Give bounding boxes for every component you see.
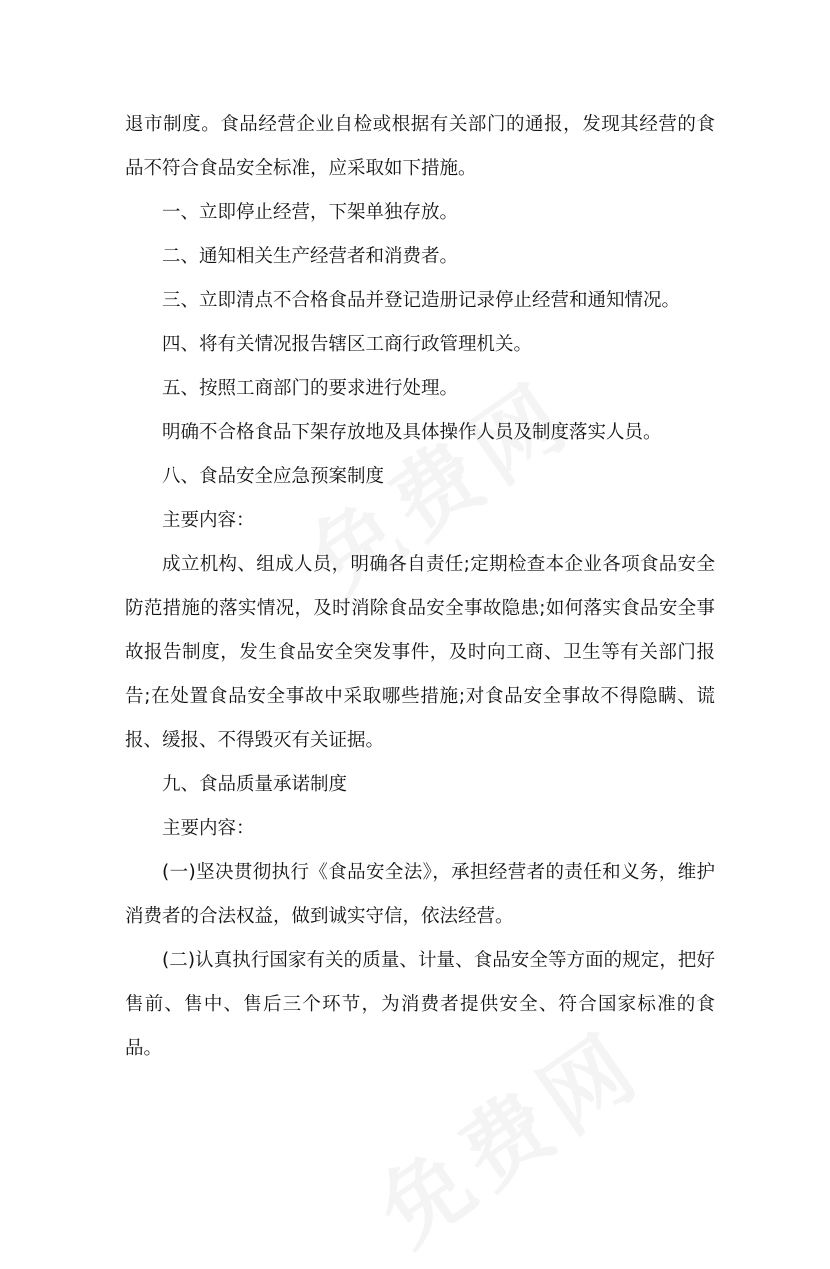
document-body <box>125 103 715 1071</box>
list-item-step-4: 四、将有关情况报告辖区工商行政管理机关。 <box>162 334 533 355</box>
section-heading-quality: 九、食品质量承诺制度 <box>162 774 348 795</box>
paragraph-quality-2: (二)认真执行国家有关的质量、计量、食品安全等方面的规定，把好售前、售中、售后三个环节，为消费者提供安全、符合国家标准的食品。 <box>125 950 715 1059</box>
paragraph-clarify: 明确不合格食品下架存放地及具体操作人员及制度落实人员。 <box>162 422 662 443</box>
paragraph-intro: 退市制度。食品经营企业自检或根据有关部门的通报，发现其经营的食品不符合食品安全标准，应采取如下措施。 <box>125 114 715 179</box>
paragraph-emergency-body: 成立机构、组成人员，明确各自责任;定期检查本企业各项食品安全防范措施的落实情况，及时消除食品安全事故隐患;如何落实食品安全事故报告制度，发生食品安全突发事件，及时向工商、卫生等有关部门报告;在处置食品安全事故中采取哪些措施;对食品安全事故不得隐瞒、谎报、缓报、不得毁灭有关证据。 <box>125 554 715 751</box>
subheading-main-content: 主要内容： <box>162 510 255 531</box>
list-item-step-3: 三、立即清点不合格食品并登记造册记录停止经营和通知情况。 <box>162 290 681 311</box>
subheading-main-content: 主要内容： <box>162 818 255 839</box>
list-item-step-2: 二、通知相关生产经营者和消费者。 <box>162 246 459 267</box>
list-item-step-5: 五、按照工商部门的要求进行处理。 <box>162 378 459 399</box>
section-heading-emergency: 八、食品安全应急预案制度 <box>162 466 385 487</box>
list-item-step-1: 一、立即停止经营，下架单独存放。 <box>162 202 459 223</box>
paragraph-quality-1: (一)坚决贯彻执行《食品安全法》，承担经营者的责任和义务，维护消费者的合法权益，做到诚实守信，依法经营。 <box>125 862 715 927</box>
